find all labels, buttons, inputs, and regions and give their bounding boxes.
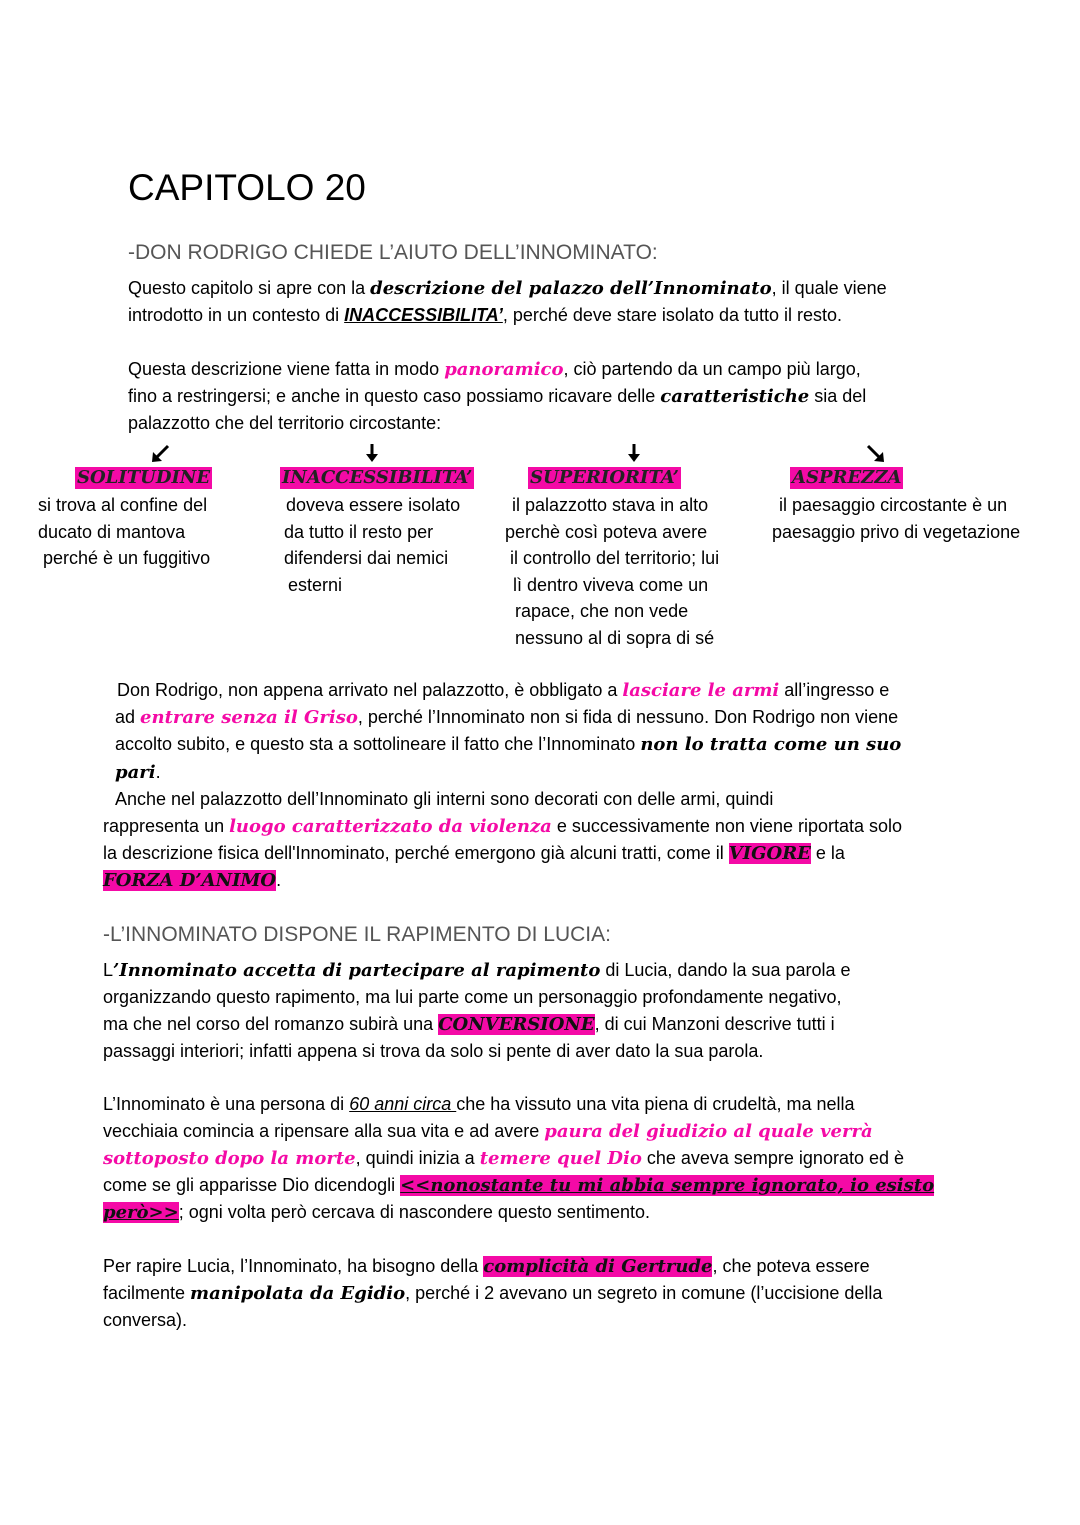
highlighted-text: complicità di Gertrude [483,1256,713,1277]
paragraph-line: palazzotto che del territorio circostante: [128,413,442,433]
emphasis-text: manipolata da Egidio [190,1283,406,1304]
text-span: , il quale viene [771,278,887,298]
column-line: perchè così poteva avere [505,521,708,542]
label-inaccessibilita: INACCESSIBILITA’ [282,467,473,488]
paragraph-line [128,384,866,409]
highlighted-text: VIGORE [728,843,811,864]
paragraph-line [103,1092,855,1116]
text-span: , perché deve stare isolato da tutto il resto. [502,305,843,325]
column-line: nessuno al di sopra di sé [515,627,715,648]
emphasis-text: descrizione del palazzo dell’Innominato [370,278,772,299]
paragraph-line [115,705,898,730]
section-heading-don-rodrigo: -DON RODRIGO CHIEDE L’AIUTO DELL’INNOMINATO: [128,241,658,264]
paragraph-line [117,678,889,703]
column-line: esterni [288,574,343,595]
column-line: il palazzotto stava in alto [512,495,709,515]
paragraph-line [103,1119,873,1144]
label-superiorita: SUPERIORITA’ [530,467,679,488]
text-span: Don Rodrigo, non appena arrivato nel palazzotto, è obbligato a [117,680,623,700]
emphasis-text: pari [115,762,156,783]
column-line: paesaggio privo di vegetazione [772,521,1021,542]
paragraph-line [103,958,851,983]
paragraph-line: passaggi interiori; infatti appena si trova da solo si pente di aver dato la sua parola. [103,1041,764,1061]
arrow-down-left-icon [150,442,172,464]
text-span: Questa descrizione viene fatta in modo [128,359,445,379]
paragraph-line [128,276,887,301]
text-span: rappresenta un [103,816,230,836]
pink-emphasis-text: luogo caratterizzato da violenza [229,816,552,837]
paragraph-line [103,1146,904,1171]
highlighted-text: FORZA D’ANIMO [103,870,277,891]
highlighted-quote: <<nonostante tu mi abbia sempre ignorato, io esisto [400,1175,935,1196]
column-line: difendersi dai nemici [284,548,449,568]
arrow-down-right-icon [864,442,886,464]
text-span: , di cui Manzoni descrive tutti i [594,1014,835,1034]
highlighted-text: CONVERSIONE [438,1014,595,1035]
paragraph-line [103,1173,934,1198]
paragraph-line: conversa). [103,1310,188,1330]
emphasis-text: caratteristiche [660,386,810,407]
text-span: accolto subito, e questo sta a sottolineare il fatto che l’Innominato [115,734,641,754]
text-span: , quindi inizia a [355,1148,480,1168]
column-line: da tutto il resto per [284,521,434,542]
text-span: e successivamente non viene riportata solo [551,816,903,836]
paragraph-line [115,760,161,785]
paragraph-line [103,1200,650,1225]
text-span: ad [115,707,141,727]
text-span: di Lucia, dando la sua parola e [600,960,851,980]
text-span: , che poteva essere [712,1256,870,1276]
highlighted-quote: però>> [103,1202,179,1223]
text-span: , ciò partendo da un campo più largo, [563,359,861,379]
label-asprezza: ASPREZZA [792,467,902,488]
text-span: sia del [809,386,867,406]
text-span: . [276,870,282,890]
diagram-column-inaccessibilita [286,492,460,598]
diagram-column-superiorita [505,492,719,651]
paragraph-line [103,1254,870,1279]
column-line: lì dentro viveva come un [513,574,709,595]
text-span: ; ogni volta però cercava di nascondere questo sentimento. [178,1202,650,1222]
paragraph-line [103,814,902,839]
text-span: . [155,762,161,782]
emphasis-text: ’Innominato accetta di partecipare al rapimento [113,960,601,981]
text-span: L’Innominato è una persona di [103,1094,350,1114]
arrow-down-icon [623,442,645,464]
paragraph-line [103,868,281,893]
emphasis-text: non lo tratta come un suo [640,734,902,755]
column-line: rapace, che non vede [515,601,689,621]
text-span: introdotto in un contesto di [128,305,345,325]
text-span: che ha vissuto una vita piena di crudeltà, ma nella [456,1094,855,1114]
text-span: , perché i 2 avevano un segreto in comune (l’uccisione della [405,1283,883,1303]
text-span: come se gli apparisse Dio dicendogli [103,1175,401,1195]
label-solitudine: SOLITUDINE [77,467,211,488]
text-span: , perché l’Innominato non si fida di nessuno. Don Rodrigo non viene [357,707,899,727]
section-heading-innominato: -L’INNOMINATO DISPONE IL RAPIMENTO DI LUCIA: [103,923,611,946]
page-title: CAPITOLO 20 [128,167,366,208]
column-line: il paesaggio circostante è un [779,495,1008,515]
underlined-text: 60 anni circa [349,1094,457,1114]
pink-emphasis-text: entrare senza il Griso [140,707,358,728]
text-span: e la [810,843,845,863]
paragraph-line [128,357,861,382]
pink-emphasis-text: sottoposto dopo la morte [103,1148,356,1169]
paragraph-line [115,732,901,757]
paragraph-line [103,1012,835,1037]
pink-emphasis-text: temere quel Dio [479,1148,642,1169]
text-span: facilmente [103,1283,191,1303]
pink-emphasis-text: lasciare le armi [622,680,780,701]
emphasis-text: INACCESSIBILITA’ [344,305,503,325]
pink-emphasis-text: panoramico [444,359,564,380]
paragraph-line [103,1281,882,1306]
text-span: vecchiaia comincia a ripensare alla sua vita e ad avere [103,1121,545,1141]
paragraph-line: Anche nel palazzotto dell’Innominato gli interni sono decorati con delle armi, quindi [115,789,774,809]
column-line: doveva essere isolato [286,495,461,515]
arrow-down-icon [361,442,383,464]
pink-emphasis-text: paura del giudizio al quale verrà [544,1121,873,1142]
text-span: L [103,960,114,980]
text-span: fino a restringersi; e anche in questo caso possiamo ricavare delle [128,386,661,406]
column-line: ducato di mantova [38,521,186,542]
text-span: Per rapire Lucia, l’Innominato, ha bisogno della [103,1256,484,1276]
text-span: all’ingresso e [779,680,890,700]
column-line: si trova al confine del [38,495,208,515]
text-span: Questo capitolo si apre con la [128,278,371,298]
column-line: il controllo del territorio; lui [510,548,720,568]
paragraph-line [128,303,842,327]
paragraph-line: organizzando questo rapimento, ma lui parte come un personaggio profondamente negativo, [103,987,842,1007]
text-span: la descrizione fisica dell'Innominato, perché emergono già alcuni tratti, come il [103,843,729,863]
paragraph-line [103,841,845,866]
column-line: perché è un fuggitivo [43,548,211,568]
text-span: che aveva sempre ignorato ed è [641,1148,905,1168]
text-span: ma che nel corso del romanzo subirà una [103,1014,439,1034]
diagram-column-asprezza [772,492,1020,545]
diagram-column-solitudine [38,492,210,572]
